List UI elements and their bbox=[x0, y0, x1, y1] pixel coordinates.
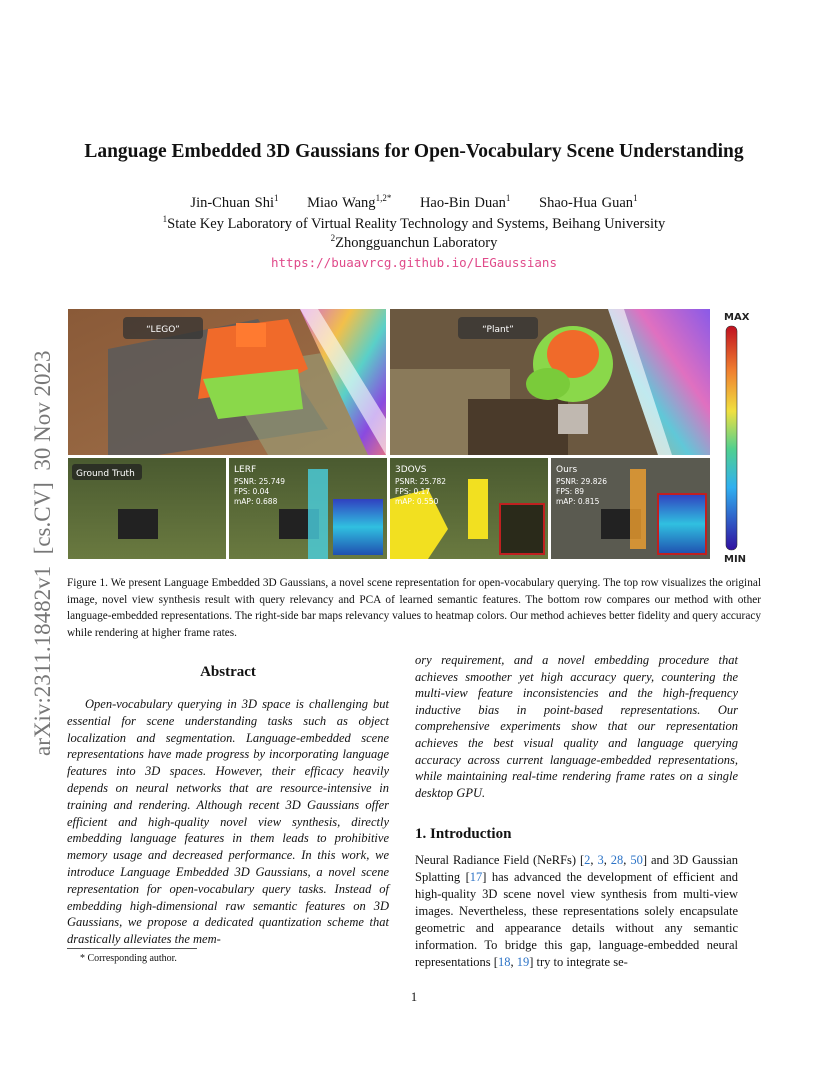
author: Hao-Bin Duan$^1$ bbox=[419, 193, 511, 211]
plant-query-label: “Plant” bbox=[482, 325, 514, 335]
section-heading-introduction: 1. Introduction bbox=[415, 826, 512, 842]
footnote: * Corresponding author. bbox=[80, 953, 177, 964]
abstract-heading: Abstract bbox=[200, 664, 256, 680]
paper-title: Language Embedded 3D Gaussians for Open-Vocabulary Scene Understanding bbox=[84, 141, 744, 162]
author-list bbox=[0, 193, 828, 212]
panel-title: Ours bbox=[556, 465, 578, 475]
introduction-paragraph: Neural Radiance Field (NeRFs) [2, 3, 28, 50] and 3D Gaussian Splatting [17] has advanced the development of efficient and high-quality 3D scene novel view synthesis from multi-view images. Nevertheless, these representations solely encapsulate geometric and appearance details without any semantic information. To bridge this gap, language-embedded neural representations [18, 19] try to integrate se- bbox=[415, 853, 738, 969]
panel-fps: FPS: 89 bbox=[556, 487, 585, 496]
figure-caption: Figure 1. We present Language Embedded 3D Gaussians, a novel scene representation for open-vocabulary querying. The top row visualizes the original image, novel view synthesis result with query relevancy and PCA of learned semantic features. The bottom row compares our method with other language-embedded representations. The right-side bar maps relevancy values to heatmap colors. Our method achieves better fidelity and query accuracy while rendering at higher frame rates. bbox=[67, 577, 761, 639]
panel-ground-truth bbox=[68, 458, 226, 559]
panel-title: Ground Truth bbox=[76, 469, 135, 479]
affiliation-2: $^2$Zhongguanchun Laboratory bbox=[330, 233, 498, 251]
colorbar-min-label: MIN bbox=[724, 554, 747, 564]
panel-map: mAP: 0.815 bbox=[556, 497, 600, 506]
panel-map: mAP: 0.550 bbox=[395, 497, 439, 506]
panel-psnr: PSNR: 25.749 bbox=[234, 477, 286, 486]
citation-link[interactable]: 2 bbox=[584, 853, 591, 867]
citation-link[interactable]: 28 bbox=[610, 853, 624, 867]
citation-link[interactable]: 17 bbox=[469, 870, 483, 884]
panel-title: LERF bbox=[234, 465, 257, 475]
lego-query-label: “LEGO” bbox=[146, 325, 180, 335]
project-url-link[interactable]: https://buaavrcg.github.io/LEGaussians bbox=[271, 255, 557, 270]
author: Miao Wang$^{1,2*}$ bbox=[307, 193, 392, 211]
citation-link[interactable]: 19 bbox=[516, 955, 530, 969]
arxiv-side-stamp bbox=[10, 280, 60, 760]
panel-psnr: PSNR: 25.782 bbox=[395, 477, 447, 486]
figure-1 bbox=[68, 309, 710, 569]
page-number: 1 bbox=[410, 990, 418, 1004]
panel-ours bbox=[551, 458, 710, 559]
panel-3dovs bbox=[390, 458, 548, 559]
author: Jin-Chuan Shi$^1$ bbox=[190, 193, 279, 211]
panel-fps: FPS: 0.17 bbox=[395, 487, 431, 496]
footnote-rule bbox=[67, 948, 197, 949]
citation-link[interactable]: 50 bbox=[630, 853, 643, 867]
panel-fps: FPS: 0.04 bbox=[234, 487, 270, 496]
affiliation-1: $^1$State Key Laboratory of Virtual Reality Technology and Systems, Beihang University bbox=[162, 214, 666, 232]
author: Shao-Hua Guan$^1$ bbox=[539, 193, 638, 211]
panel-title: 3DOVS bbox=[395, 465, 427, 475]
panel-lerf bbox=[229, 458, 387, 559]
abstract-body-right: ory requirement, and a novel embedding procedure that achieves smoother yet high accuracy query, countering the multi-view feature inconsistencies and the high-frequency inductive bias in point-based representations. Our comprehensive experiments show that our representation achieves the best visual quality and language querying accuracy across current language-embedded representations, while maintaining real-time rendering frame rates on a single desktop GPU. bbox=[415, 653, 738, 800]
panel-map: mAP: 0.688 bbox=[234, 497, 278, 506]
arxiv-stamp-text: arXiv:2311.18482v1 [cs.CV] 30 Nov 2023 bbox=[30, 350, 55, 756]
panel-psnr: PSNR: 29.826 bbox=[556, 477, 608, 486]
citation-link[interactable]: 18 bbox=[497, 955, 511, 969]
relevancy-colorbar bbox=[714, 310, 758, 564]
citation-link[interactable]: 3 bbox=[597, 853, 604, 867]
colorbar-max-label: MAX bbox=[724, 312, 750, 323]
abstract-body-left: Open-vocabulary querying in 3D space is challenging but essential for scene understanding tasks such as object localization and segmentation. Language-embedded scene representations have made progress by incorporating language features into 3D spaces. However, their efficacy heavily depends on neural networks that are resource-intensive in training and rendering. Although recent 3D Gaussians offer efficient and high-quality novel view synthesis, directly embedding language features in them leads to prohibitive memory usage and decreased performance. In this work, we introduce Language Embedded 3D Gaussians, a novel scene representation for open-vocabulary query tasks. Instead of embedding high-dimensional raw semantic features on 3D Gaussians, we propose a dedicated quantization scheme that drastically alleviates the mem- bbox=[67, 697, 389, 947]
